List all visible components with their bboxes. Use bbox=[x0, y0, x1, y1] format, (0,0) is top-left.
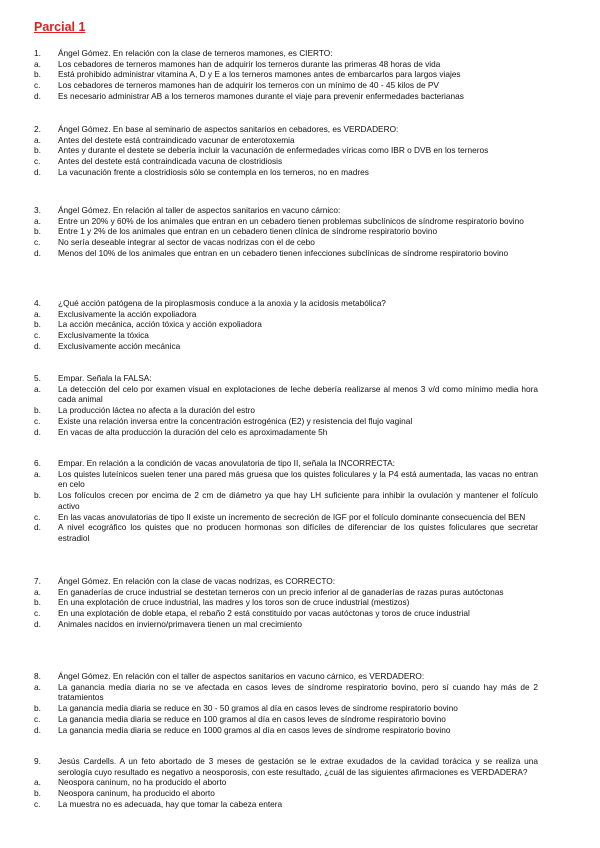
option-letter: d. bbox=[34, 426, 41, 437]
option-text: Exclusivamente la acción expoliadora bbox=[58, 308, 197, 319]
question-stem bbox=[34, 671, 538, 682]
question-block bbox=[34, 756, 538, 810]
answer-option bbox=[34, 309, 538, 320]
answer-option bbox=[34, 619, 538, 630]
option-text: Antes del destete está contraindicada vacuna de clostridiosis bbox=[58, 156, 283, 167]
option-text: La ganancia media diaria se reduce en 100 gramos al día en casos leves de síndrome respiratorio bovino bbox=[58, 713, 446, 724]
option-text: A nivel ecográfico los quistes que no producen hormonas son difíciles de diferenciar de los quistes foliculares que secretar estradiol bbox=[58, 522, 538, 543]
option-text: Antes del destete está contraindicado vacunar de enterotoxemia bbox=[58, 134, 295, 145]
question-number: 6. bbox=[34, 458, 41, 468]
option-letter: d. bbox=[34, 618, 41, 629]
option-letter: c. bbox=[34, 156, 41, 167]
question-number: 8. bbox=[34, 671, 41, 681]
question-text: Ángel Gómez. En base al seminario de aspectos sanitarios en cebadores, es VERDADERO: bbox=[58, 124, 399, 134]
answer-option bbox=[34, 714, 538, 725]
option-letter: a. bbox=[34, 134, 41, 145]
option-text: Entre un 20% y 60% de los animales que entran en un cebadero tienen problemas subclínicos de síndrome respiratorio bovino bbox=[58, 215, 524, 226]
option-text: En una explotación de doble etapa, el rebaño 2 está constituido por vacas autóctonas y toros de cruce industrial bbox=[58, 608, 470, 619]
answer-option bbox=[34, 725, 538, 736]
option-letter: a. bbox=[34, 383, 41, 394]
option-text: La ganancia media diaria se reduce en 30 - 50 gramos al día en casos leves de síndrome respiratorio bovino bbox=[58, 703, 458, 714]
option-text: La detección del celo por examen visual en explotaciones de leche debería realizarse al menos 3 v/d como mínimo media hora cada animal bbox=[58, 383, 538, 405]
answer-option bbox=[34, 69, 538, 80]
answer-option bbox=[34, 167, 538, 178]
option-letter: d. bbox=[34, 166, 41, 177]
option-text: Menos del 10% de los animales que entran en un cebadero tienen infecciones subclínicas de síndrome respiratorio bovino bbox=[58, 247, 509, 258]
option-text: En vacas de alta producción la duración del celo es aproximadamente 5h bbox=[58, 426, 328, 437]
answer-option bbox=[34, 384, 538, 405]
option-text: Neospora caninum, ha producido el aborto bbox=[58, 788, 215, 799]
answer-option bbox=[34, 490, 538, 511]
answer-option bbox=[34, 597, 538, 608]
answer-option bbox=[34, 608, 538, 619]
option-text: Los cebadores de terneros mamones han de adquirir los terneros durante las primeras 48 horas de vida bbox=[58, 58, 441, 69]
option-letter: c. bbox=[34, 237, 41, 248]
page-title: Parcial 1 bbox=[34, 20, 86, 34]
answer-option bbox=[34, 59, 538, 70]
answer-option bbox=[34, 341, 538, 352]
answer-option bbox=[34, 80, 538, 91]
option-letter: d. bbox=[34, 522, 41, 533]
option-text: Es necesario administrar AB a los terneros mamones durante el viaje para prevenir enfermedades bacterianas bbox=[58, 90, 464, 101]
question-stem bbox=[34, 756, 538, 777]
question-stem bbox=[34, 124, 538, 135]
question-number: 2. bbox=[34, 124, 41, 134]
option-letter: b. bbox=[34, 405, 41, 416]
option-letter: a. bbox=[34, 468, 41, 479]
option-letter: b. bbox=[34, 226, 41, 237]
option-text: La ganancia media diaria no se ve afectada en casos leves de síndrome respiratorio bovino, pero sí cuando hay más de 2 tratamientos bbox=[58, 681, 538, 703]
answer-option bbox=[34, 587, 538, 598]
option-letter: a. bbox=[34, 586, 41, 597]
option-letter: c. bbox=[34, 511, 41, 522]
option-letter: c. bbox=[34, 608, 41, 619]
question-number: 4. bbox=[34, 298, 41, 308]
answer-option bbox=[34, 216, 538, 227]
option-text: En ganaderías de cruce industrial se destetan terneros con un precio inferior al de ganaderías de razas puras autóctonas bbox=[58, 586, 504, 597]
question-text: Empar. Señala la FALSA: bbox=[58, 373, 152, 383]
answer-option bbox=[34, 469, 538, 490]
answer-option bbox=[34, 237, 538, 248]
question-text: Jesús Cardells. A un feto abortado de 3 meses de gestación se le extrae exudados de la cavidad torácica y se realiza una serología cuyo resultado es negativo a neosporosis, con este resultado, ¿cuál de las siguientes afirmaciones es VERDADERA? bbox=[58, 756, 538, 777]
option-text: Está prohibido administrar vitamina A, D y E a los terneros mamones antes de embarcarlos para largos viajes bbox=[58, 69, 461, 80]
option-text: Antes y durante el destete se debería incluir la vacunación de enfermedades víricas como IBR o DVB en los terneros bbox=[58, 145, 489, 156]
answer-option bbox=[34, 145, 538, 156]
option-text: La producción láctea no afecta a la duración del estro bbox=[58, 405, 255, 416]
option-text: Exclusivamente la tóxica bbox=[58, 330, 149, 341]
question-block bbox=[34, 205, 538, 259]
answer-option bbox=[34, 405, 538, 416]
option-letter: c. bbox=[34, 80, 41, 91]
answer-option bbox=[34, 703, 538, 714]
option-text: La vacunación frente a clostridiosis sólo se contempla en los terneros, no en madres bbox=[58, 166, 369, 177]
option-text: Neospora caninum, no ha producido el aborto bbox=[58, 777, 227, 788]
answer-option bbox=[34, 330, 538, 341]
question-block bbox=[34, 458, 538, 544]
option-letter: d. bbox=[34, 90, 41, 101]
question-stem bbox=[34, 205, 538, 216]
answer-option bbox=[34, 156, 538, 167]
answer-option bbox=[34, 682, 538, 703]
option-letter: b. bbox=[34, 319, 41, 330]
answer-option bbox=[34, 135, 538, 146]
question-block bbox=[34, 576, 538, 630]
option-letter: c. bbox=[34, 798, 41, 809]
question-block bbox=[34, 671, 538, 735]
answer-option bbox=[34, 788, 538, 799]
question-text: Ángel Gómez. En relación al taller de aspectos sanitarios en vacuno cárnico: bbox=[58, 205, 341, 215]
option-letter: d. bbox=[34, 247, 41, 258]
option-text: Los folículos crecen por encima de 2 cm de diámetro ya que hay LH suficiente para inhibir la ovulación y mantener el folículo activo bbox=[58, 490, 538, 511]
question-stem bbox=[34, 48, 538, 59]
option-letter: b. bbox=[34, 597, 41, 608]
option-letter: b. bbox=[34, 69, 41, 80]
answer-option bbox=[34, 226, 538, 237]
question-number: 9. bbox=[34, 756, 41, 766]
question-text: Empar. En relación a la condición de vacas anovulatoria de tipo II, señala la INCORRECTA: bbox=[58, 458, 395, 468]
option-letter: d. bbox=[34, 340, 41, 351]
answer-option bbox=[34, 416, 538, 427]
option-letter: a. bbox=[34, 777, 41, 788]
answer-option bbox=[34, 248, 538, 259]
question-stem bbox=[34, 576, 538, 587]
question-block bbox=[34, 373, 538, 437]
option-letter: a. bbox=[34, 681, 41, 692]
option-letter: b. bbox=[34, 145, 41, 156]
option-text: Exclusivamente acción mecánica bbox=[58, 340, 181, 351]
option-letter: a. bbox=[34, 58, 41, 69]
option-letter: c. bbox=[34, 330, 41, 341]
option-letter: d. bbox=[34, 724, 41, 735]
option-letter: b. bbox=[34, 703, 41, 714]
question-stem bbox=[34, 458, 538, 469]
option-text: En las vacas anovulatorias de tipo II existe un incremento de secreción de IGF por el folículo dominante consecuencia del BEN bbox=[58, 511, 526, 522]
question-stem bbox=[34, 373, 538, 384]
option-letter: b. bbox=[34, 788, 41, 799]
answer-option bbox=[34, 319, 538, 330]
option-letter: a. bbox=[34, 308, 41, 319]
question-block bbox=[34, 48, 538, 102]
option-text: La muestra no es adecuada, hay que tomar la cabeza entera bbox=[58, 798, 283, 809]
option-text: Animales nacidos en invierno/primavera tienen un mal crecimiento bbox=[58, 618, 302, 629]
question-text: Ángel Gómez. En relación con el taller de aspectos sanitarios en vacuno cárnico, es VERDADERO: bbox=[58, 671, 425, 681]
question-stem bbox=[34, 298, 538, 309]
option-letter: c. bbox=[34, 415, 41, 426]
option-text: Existe una relación inversa entre la concentración estrogénica (E2) y resistencia del flujo vaginal bbox=[58, 415, 413, 426]
question-number: 1. bbox=[34, 48, 41, 58]
option-text: En una explotación de cruce industrial, las madres y los toros son de cruce industrial (mestizos) bbox=[58, 597, 410, 608]
question-number: 3. bbox=[34, 205, 41, 215]
answer-option bbox=[34, 91, 538, 102]
question-number: 5. bbox=[34, 373, 41, 383]
option-text: Los cebadores de terneros mamones han de adquirir los terneros con un mínimo de 40 - 45 kilos de PV bbox=[58, 80, 439, 91]
answer-option bbox=[34, 799, 538, 810]
option-text: La acción mecánica, acción tóxica y acción expoliadora bbox=[58, 319, 262, 330]
question-text: ¿Qué acción patógena de la piroplasmosis conduce a la anoxia y la acidosis metabólica? bbox=[58, 298, 386, 308]
option-letter: c. bbox=[34, 713, 41, 724]
question-block bbox=[34, 298, 538, 352]
answer-option bbox=[34, 522, 538, 543]
option-text: La ganancia media diaria se reduce en 1000 gramos al día en casos leves de síndrome respiratorio bovino bbox=[58, 724, 451, 735]
question-block bbox=[34, 124, 538, 178]
option-letter: b. bbox=[34, 490, 41, 501]
option-text: No sería deseable integrar al sector de vacas nodrizas con el de cebo bbox=[58, 237, 315, 248]
answer-option bbox=[34, 427, 538, 438]
question-text: Ángel Gómez. En relación con la clase de vacas nodrizas, es CORRECTO: bbox=[58, 576, 335, 586]
option-letter: a. bbox=[34, 215, 41, 226]
question-text: Ángel Gómez. En relación con la clase de terneros mamones, es CIERTO: bbox=[58, 48, 333, 58]
option-text: Entre 1 y 2% de los animales que entran en un cebadero tienen clínica de síndrome respiratorio bovino bbox=[58, 226, 438, 237]
question-number: 7. bbox=[34, 576, 41, 586]
option-text: Los quistes luteínicos suelen tener una pared más gruesa que los quistes foliculares y la P4 está aumentada, las vacas no entran en celo bbox=[58, 468, 538, 490]
answer-option bbox=[34, 512, 538, 523]
answer-option bbox=[34, 777, 538, 788]
